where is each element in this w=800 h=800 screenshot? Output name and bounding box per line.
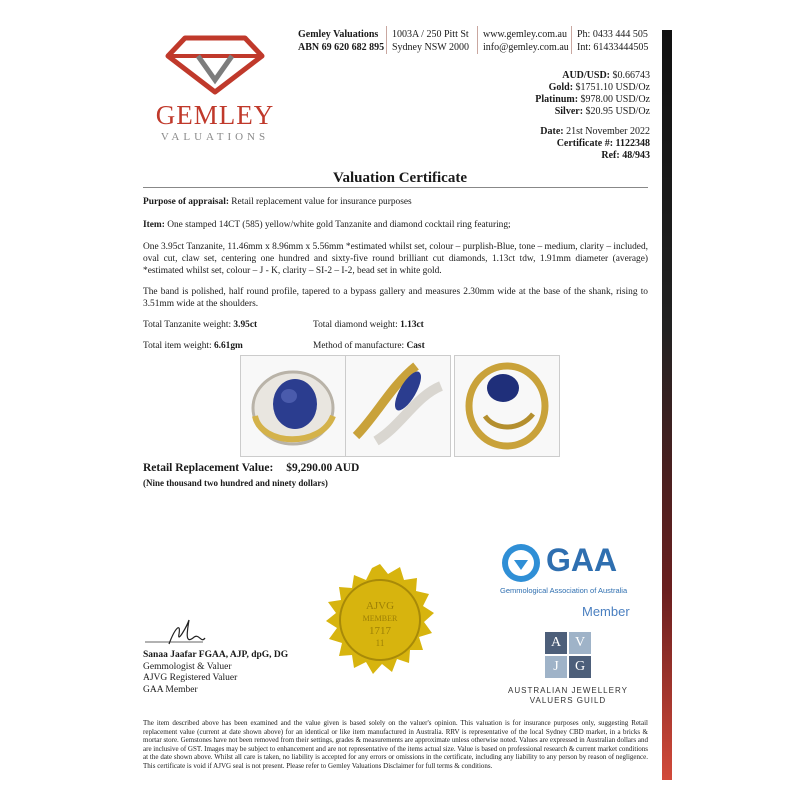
- website-link[interactable]: www.gemley.com.au: [483, 29, 567, 40]
- signatory-name: Sanaa Jaafar FGAA, AJP, dpG, DG: [143, 650, 289, 660]
- intl-phone-number: Int: 61433444505: [577, 42, 649, 53]
- tanzanite-weight: Total Tanzanite weight: 3.95ct: [143, 320, 258, 330]
- header-web: [483, 28, 569, 54]
- diamond-weight: Total diamond weight: 1.13ct: [313, 320, 424, 330]
- header-address: [392, 28, 469, 54]
- gaa-member-logo: [500, 542, 650, 622]
- ajvg-gold-seal: [318, 562, 442, 686]
- disclaimer-text: The item described above has been examined and the value given is based solely on the valuer's opinion. This valuation is for insurance purposes only, suggesting Retail replacement value (current at date shown above) for an identical or like item manufactured in Australia. RRV is representative of the local Sydney CBD market, in a bricks & mortar store. Gemstones have not been removed from their settings, grades & measurements are approximate unless otherwise noted. Values are expressed in Australian dollars and are inclusive of GST. Images may be subject to enhancement and are not representative of the items actual size. Value is based on professional research & current market conditions at the date shown above. Whilst all care is taken, no liability is accepted for any errors or omissions in the certificate, including any liability to any person by reason of negligence. This certificate is void if AJVG seal is not present. Please refer to Gemley Valuations Disclaimer for full terms & conditions.: [143, 719, 648, 770]
- seal-line-3: 1717: [369, 625, 391, 637]
- gaa-member-label: Member: [582, 604, 630, 619]
- purpose-line: Purpose of appraisal: Retail replacement value for insurance purposes: [143, 197, 412, 207]
- item-line: Item: One stamped 14CT (585) yellow/white gold Tanzanite and diamond cocktail ring featuring;: [143, 220, 511, 230]
- title-divider: [143, 187, 648, 188]
- signature-icon: [143, 618, 263, 650]
- seal-line-1: AJVG: [365, 600, 395, 612]
- address-line2: Sydney NSW 2000: [392, 42, 470, 53]
- gem-logo-icon: [150, 30, 280, 100]
- cert-ref: Ref: 48/943: [601, 150, 650, 161]
- gaa-globe-icon: [500, 542, 542, 584]
- document-title: Valuation Certificate: [332, 170, 467, 186]
- ring-photo-side: [345, 355, 451, 457]
- company-name: Gemley Valuations: [298, 29, 379, 40]
- rate-gold: Gold: $1751.10 USD/Oz: [548, 82, 650, 93]
- signatory-role-2: AJVG Registered Valuer: [143, 673, 238, 683]
- ajvg-line-1: AUSTRALIAN JEWELLERY: [508, 686, 628, 695]
- signatory-block: [143, 650, 288, 696]
- gaa-name: GAA: [546, 542, 618, 578]
- rate-silver: Silver: $20.95 USD/Oz: [554, 106, 650, 117]
- header-divider: [386, 26, 387, 54]
- manufacture-method: Method of manufacture: Cast: [313, 341, 425, 351]
- ring-photo-back: [454, 355, 560, 457]
- metal-rates: [535, 70, 650, 118]
- brand-subtitle: VALUATIONS: [160, 131, 270, 143]
- cert-number: Certificate #: 1122348: [556, 138, 650, 149]
- rate-platinum: Platinum: $978.00 USD/Oz: [535, 94, 650, 105]
- ajvg-monogram: A V J G: [545, 632, 591, 678]
- seal-line-2: MEMBER: [362, 614, 398, 623]
- seal-icon: [318, 562, 442, 686]
- ajvg-logo: [505, 632, 655, 712]
- header-divider: [571, 26, 572, 54]
- seal-line-4: 11: [375, 638, 385, 648]
- retail-value: Retail Replacement Value: $9,290.00 AUD: [143, 462, 360, 474]
- item-description: One 3.95ct Tanzanite, 11.46mm x 8.96mm x 5.56mm *estimated whilst set, colour – purplish-Blue, tone – medium, clarity – included, oval cut, claw set, centering one hundred and sixty-five round brilliant cut diamonds, 1.13ct tdw, 1.91mm diameter (average) *estimated whilst set, colour – J - K, clarity – SI-2 – I-2, bead set in white gold.: [143, 242, 648, 276]
- decorative-side-bar: [662, 30, 672, 780]
- company-abn: ABN 69 620 682 895: [298, 42, 385, 53]
- gaa-full-name: Gemmological Association of Australia: [500, 586, 628, 595]
- brand-name: GEMLEY: [155, 100, 275, 130]
- phone-number: Ph: 0433 444 505: [577, 29, 648, 40]
- signatory-role-3: GAA Member: [143, 684, 198, 695]
- retail-value-words: (Nine thousand two hundred and ninety dollars): [143, 478, 328, 488]
- cert-date: Date: 21st November 2022: [540, 126, 650, 137]
- certificate-meta: [540, 126, 650, 162]
- header-company: [298, 28, 384, 54]
- email-link[interactable]: info@gemley.com.au: [483, 42, 569, 53]
- header-divider: [477, 26, 478, 54]
- item-weight: Total item weight: 6.61gm: [143, 341, 243, 351]
- gemley-logo: [150, 30, 280, 145]
- signatory-role-1: Gemmologist & Valuer: [143, 661, 232, 672]
- ajvg-line-2: VALUERS GUILD: [529, 696, 607, 705]
- retail-value-amount: $9,290.00 AUD: [286, 462, 360, 474]
- address-line1: 1003A / 250 Pitt St: [392, 29, 469, 40]
- ring-photo-front: [240, 355, 346, 457]
- header-phone: [577, 28, 648, 54]
- rate-aud-usd: AUD/USD: $0.66743: [562, 70, 650, 81]
- band-description: The band is polished, half round profile, tapered to a bypass gallery and measures 2.30mm wide at the base of the shank, rising to 3.51mm wide at the shoulders.: [143, 287, 648, 309]
